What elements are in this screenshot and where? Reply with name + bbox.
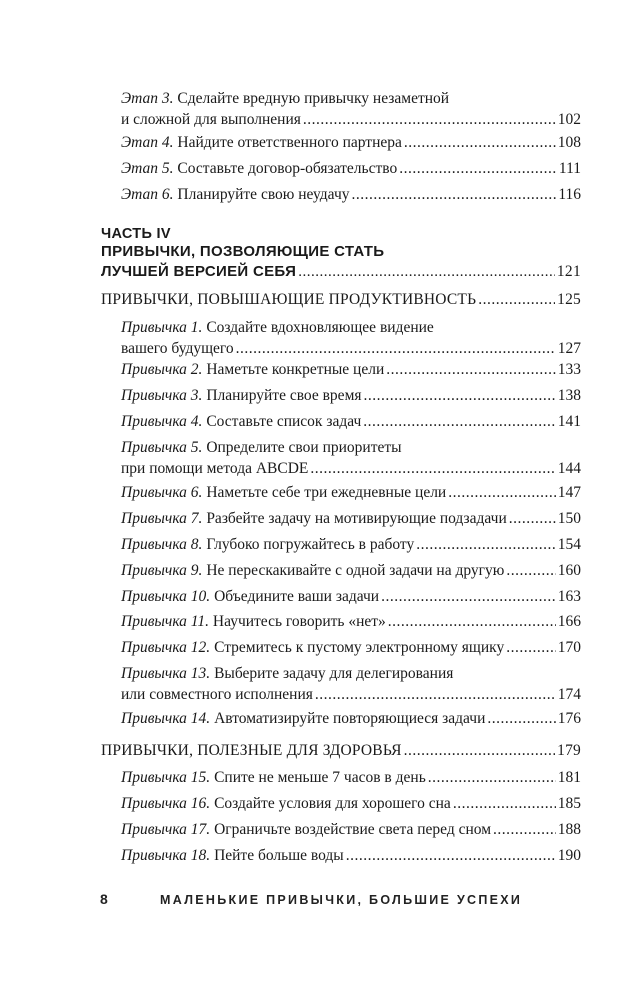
toc-entry-habit-3 [121, 385, 581, 406]
running-title: МАЛЕНЬКИЕ ПРИВЫЧКИ, БОЛЬШИЕ УСПЕХИ [160, 893, 523, 907]
dot-leader [399, 158, 557, 179]
entry-label: Привычка 6. [121, 484, 203, 501]
entry-page: 190 [557, 847, 581, 864]
entry-text: Не перескакивайте с одной задачи на другую [206, 562, 505, 579]
entry-text: Наметьте себе три ежедневные цели [206, 484, 447, 501]
entry-label: Привычка 4. [121, 413, 203, 430]
dot-leader [352, 184, 557, 205]
entry-text: Определите свои приоритеты [206, 439, 402, 456]
dot-leader [303, 109, 556, 130]
dot-leader [493, 819, 556, 840]
entry-text: Выберите задачу для делегирования [214, 665, 454, 682]
toc-entry-habit-9 [121, 560, 581, 581]
toc-entry-habit-4 [121, 411, 581, 432]
entry-page: 116 [558, 186, 581, 203]
entry-text: Научитесь говорить «нет» [212, 613, 386, 630]
entry-label: Привычка 5. [121, 439, 203, 456]
entry-text: Ограничьте воздействие света перед сном [214, 821, 492, 838]
dot-leader [453, 793, 556, 814]
entry-label: Этап 3. [121, 90, 174, 107]
entry-page: 160 [557, 562, 581, 579]
dot-leader [404, 740, 555, 761]
entry-text: Создайте вдохновляющее видение [206, 319, 434, 336]
dot-leader [487, 708, 555, 729]
dot-leader [363, 411, 555, 432]
dot-leader [346, 845, 556, 866]
toc-entry-habit-16 [121, 793, 581, 814]
entry-text: Составьте список задач [206, 413, 362, 430]
dot-leader [386, 359, 556, 380]
entry-page: 163 [557, 588, 581, 605]
toc-entry-habit-1 [121, 317, 581, 359]
toc-entry-habit-13 [121, 663, 581, 705]
entry-text: Создайте условия для хорошего сна [214, 795, 451, 812]
dot-leader [364, 385, 556, 406]
section-heading-health [101, 740, 581, 761]
dot-leader [506, 637, 556, 658]
entry-label: Привычка 3. [121, 387, 203, 404]
entry-label: Привычка 16. [121, 795, 211, 812]
entry-label: Этап 4. [121, 134, 174, 151]
toc-entry-stage-5 [121, 158, 581, 179]
entry-label: Привычка 2. [121, 361, 203, 378]
toc-entry-habit-10 [121, 586, 581, 607]
entry-label: Привычка 9. [121, 562, 203, 579]
entry-page: 138 [557, 387, 581, 404]
entry-label: Привычка 7. [121, 510, 203, 527]
entry-text: Стремитесь к пустому электронному ящику [214, 639, 505, 656]
toc-entry-habit-18 [121, 845, 581, 866]
entry-label: Этап 6. [121, 186, 174, 203]
toc-entry-stage-4 [121, 132, 581, 153]
entry-page: 166 [557, 613, 581, 630]
entry-label: Привычка 13. [121, 665, 211, 682]
entry-text: Наметьте конкретные цели [206, 361, 385, 378]
entry-page: 185 [557, 795, 581, 812]
dot-leader [381, 586, 556, 607]
toc-entry-habit-14 [121, 708, 581, 729]
toc-entry-habit-2 [121, 359, 581, 380]
dot-leader [448, 482, 556, 503]
dot-leader [416, 534, 556, 555]
entry-page: 147 [557, 484, 581, 501]
entry-text: Пейте больше воды [214, 847, 344, 864]
entry-page: 121 [556, 263, 581, 280]
section-title: ПРИВЫЧКИ, ПОВЫШАЮЩИЕ ПРОДУКТИВНОСТЬ [101, 291, 477, 308]
dot-leader [478, 289, 555, 310]
dot-leader [388, 611, 556, 632]
toc-entry-habit-6 [121, 482, 581, 503]
entry-page: 179 [557, 742, 581, 759]
entry-text: Сделайте вредную привычку незаметной [177, 90, 450, 107]
entry-text: вашего будущего [121, 340, 234, 357]
toc-entry-habit-11 [121, 611, 581, 632]
entry-page: 133 [557, 361, 581, 378]
entry-label: Привычка 12. [121, 639, 211, 656]
entry-label: Привычка 8. [121, 536, 203, 553]
entry-text: Планируйте свое время [206, 387, 362, 404]
dot-leader [404, 132, 556, 153]
entry-label: Этап 5. [121, 160, 174, 177]
entry-label: Привычка 15. [121, 769, 211, 786]
entry-page: 125 [557, 291, 581, 308]
section-title: ПРИВЫЧКИ, ПОЛЕЗНЫЕ ДЛЯ ЗДОРОВЬЯ [101, 742, 402, 759]
toc-entry-habit-5 [121, 437, 581, 479]
dot-leader [310, 458, 555, 479]
page-footer [100, 891, 522, 907]
toc-entry-stage-6 [121, 184, 581, 205]
entry-page: 181 [557, 769, 581, 786]
dot-leader [506, 560, 555, 581]
entry-page: 144 [557, 460, 581, 477]
toc-entry-habit-17 [121, 819, 581, 840]
entry-label: Привычка 10. [121, 588, 211, 605]
entry-text: или совместного исполнения [121, 686, 313, 703]
entry-label: Привычка 17. [121, 821, 211, 838]
part-label: ЧАСТЬ IV [101, 226, 171, 242]
dot-leader [428, 767, 556, 788]
toc-entry-habit-7 [121, 508, 581, 529]
dot-leader [298, 262, 555, 282]
entry-page: 150 [557, 510, 581, 527]
dot-leader [509, 508, 556, 529]
page-number: 8 [100, 891, 108, 907]
entry-label: Привычка 18. [121, 847, 211, 864]
toc-entry-stage-3 [121, 88, 581, 130]
entry-label: Привычка 1. [121, 319, 203, 336]
entry-page: 176 [557, 710, 581, 727]
entry-text: Найдите ответственного партнера [177, 134, 402, 151]
entry-text: Объедините ваши задачи [214, 588, 380, 605]
entry-text: и сложной для выполнения [121, 111, 301, 128]
entry-text: Планируйте свою неудачу [177, 186, 350, 203]
entry-label: Привычка 14. [121, 710, 211, 727]
entry-page: 111 [558, 160, 581, 177]
entry-page: 108 [557, 134, 581, 151]
entry-page: 127 [557, 340, 581, 357]
part-title-line: ЛУЧШЕЙ ВЕРСИЕЙ СЕБЯ [101, 263, 297, 280]
entry-page: 154 [557, 536, 581, 553]
entry-page: 188 [557, 821, 581, 838]
part-title-line: ПРИВЫЧКИ, ПОЗВОЛЯЮЩИЕ СТАТЬ [101, 243, 385, 260]
entry-page: 102 [557, 111, 581, 128]
entry-text: Составьте договор-обязательство [177, 160, 398, 177]
entry-text: Спите не меньше 7 часов в день [214, 769, 426, 786]
entry-page: 141 [557, 413, 581, 430]
toc-entry-habit-15 [121, 767, 581, 788]
entry-text: Автоматизируйте повторяющиеся задачи [214, 710, 486, 727]
entry-text: Глубоко погружайтесь в работу [206, 536, 415, 553]
entry-label: Привычка 11. [121, 613, 210, 630]
part-title [101, 242, 581, 282]
entry-text: Разбейте задачу на мотивирующие подзадачи [206, 510, 507, 527]
dot-leader [236, 338, 556, 359]
toc-entry-habit-12 [121, 637, 581, 658]
toc-entry-habit-8 [121, 534, 581, 555]
entry-text: при помощи метода ABCDE [121, 460, 309, 477]
dot-leader [315, 684, 556, 705]
entry-page: 174 [557, 686, 581, 703]
entry-page: 170 [557, 639, 581, 656]
section-heading-productivity [101, 289, 581, 310]
